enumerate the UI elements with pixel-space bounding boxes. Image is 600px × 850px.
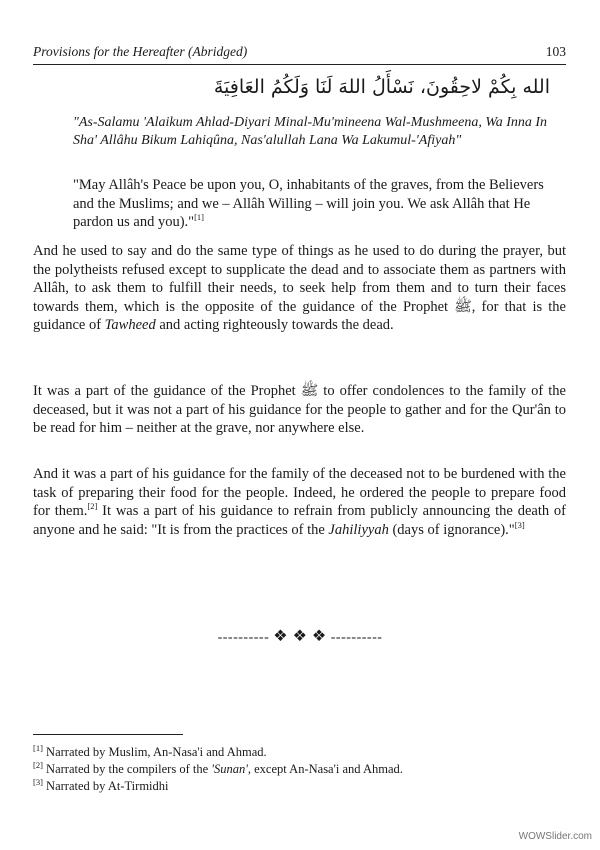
paragraph-2: It was a part of the guidance of the Prophet ﷺ to offer condolences to the family of the deceased, but it was not a part of his guidance for the people to gather and for the Qur'ân to be read for him – neither at the grave, nor anywhere else. (33, 383, 566, 436)
paragraph-1 (33, 242, 566, 335)
footnote-ref-1: [1] (194, 212, 205, 223)
footnote-ref-2: [2] (87, 501, 98, 512)
translation-quote (73, 176, 553, 232)
transliteration: "As-Salamu 'Alaikum Ahlad-Diyari Minal-Mu'mineena Wal-Mushmeena, Wa Inna In Sha' Allâhu Bikum Lahiqûna, Nas'alullah Lana Wa Lakumul-'Afiyah" (73, 115, 548, 148)
p1-term: Tawheed (104, 317, 156, 333)
footnote-2-marker: [2] (33, 759, 43, 770)
footnote-1 (33, 744, 573, 761)
quote-text: "May Allâh's Peace be upon you, O, inhabitants of the graves, from the Believers and the Muslims; and we – Allâh Willing – will join you. We ask Allâh that He pardon us and you)." (73, 177, 544, 230)
separator-dashes-left: ---------- (217, 630, 270, 645)
footnote-divider (33, 734, 183, 735)
footnote-ref-3: [3] (514, 519, 525, 530)
footnote-3 (33, 778, 573, 795)
footnote-2 (33, 761, 573, 778)
p1-text-b: and acting righteously towards the dead. (155, 317, 394, 333)
arabic-supplication: الله بِكُمْ لاحِقُونَ، نَسْأَلُ اللهَ لَنَا وَلَكُمُ العَافِيَةَ (213, 76, 550, 98)
footnote-3-text: Narrated by At-Tirmidhi (42, 779, 169, 793)
separator-diamonds: ❖ ❖ ❖ (273, 628, 327, 645)
watermark: WOWSlider.com (518, 831, 592, 842)
header-divider (33, 64, 566, 65)
section-separator (0, 626, 600, 646)
footnote-2-term: 'Sunan' (211, 762, 248, 776)
p3-text-c: (days of ignorance)." (388, 521, 515, 538)
footnote-2-text-b: , except An-Nasa'i and Ahmad. (247, 762, 403, 776)
footnote-2-text-a: Narrated by the compilers of the (42, 762, 212, 776)
page-number: 103 (545, 44, 566, 59)
footnotes (33, 744, 573, 795)
page-header (33, 44, 566, 64)
paragraph-3 (33, 465, 566, 539)
separator-dashes-right: ---------- (330, 630, 383, 645)
running-title: Provisions for the Hereafter (Abridged) (33, 44, 248, 59)
p3-text-b: It was a part of his guidance to refrain from publicly announcing the death of anyone and he said: "It is from the practices of the (33, 503, 567, 538)
p3-term: Jahiliyyah (328, 521, 389, 538)
footnote-1-text: Narrated by Muslim, An-Nasa'i and Ahmad. (42, 745, 267, 759)
footnote-3-marker: [3] (33, 776, 43, 787)
p1-text-a: And he used to say and do the same type of things as he used to do during the prayer, but the polytheists refused except to supplicate the dead and to associate them as partners with Allâh, to ask them to fulfill their needs, to seek help from them and to turn their faces towards them, which is the opposite of the guidance of the Prophet ﷺ, for that is the guidance of (33, 243, 566, 333)
p3-text-a: And it was a part of his guidance for the family of the deceased not to be burdened with the task of preparing their food for the people. Indeed, he ordered the people to prepare food for them. (33, 466, 566, 519)
footnote-1-marker: [1] (33, 742, 43, 753)
